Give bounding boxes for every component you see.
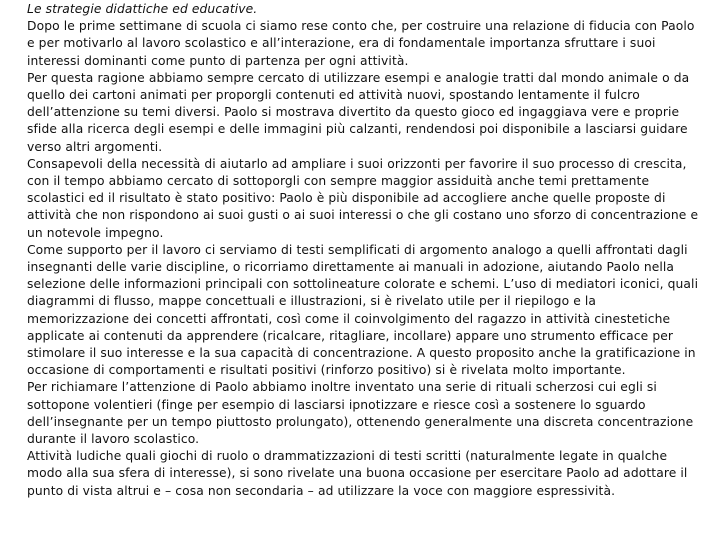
paragraph-3: Consapevoli della necessità di aiutarlo ad ampliare i suoi orizzonti per favorire il suo processo di crescita, con il tempo abbiamo cercato di sottoporgli con sempre maggior assiduità anche temi prettamente scolastici ed il risultato è stato positivo: Paolo è più disponibile ad accogliere anche quelle proposte di attività che non rispondono ai suoi gusti o ai suoi interessi o che gli costano uno sforzo di concentrazione e un notevole impegno. [27,156,699,240]
document-body [27,1,702,500]
paragraph-2: Per questa ragione abbiamo sempre cercato di utilizzare esempi e analogie tratti dal mondo animale o da quello dei cartoni animati per proporgli contenuti ed attività nuovi, spostando lentamente il fulcro dell’attenzione su temi diversi. Paolo si mostrava divertito da questo gioco ed ingaggiava vere e proprie sfide alla ricerca degli esempi e delle immagini più calzanti, rendendosi poi disponibile a lasciarsi guidare verso altri argomenti. [27,70,690,154]
paragraph-5: Per richiamare l’attenzione di Paolo abbiamo inoltre inventato una serie di rituali scherzosi cui egli si sottopone volentieri (finge per esempio di lasciarsi ipnotizzare e riesce così a sostenere lo sguardo dell’insegnante per un tempo piuttosto prolungato), ottenendo generalmente una discreta concentrazione durante il lavoro scolastico. [27,380,694,447]
document-title: Le strategie didattiche ed educative. [27,2,258,16]
paragraph-1: Dopo le prime settimane di scuola ci siamo rese conto che, per costruire una relazione di fiducia con Paolo e per motivarlo al lavoro scolastico e all’interazione, era di fondamentale importanza sfruttare i suoi interessi dominanti come punto di partenza per ogni attività. [27,19,695,68]
paragraph-4: Come supporto per il lavoro ci serviamo di testi semplificati di argomento analogo a quelli affrontati dagli insegnanti delle varie discipline, o ricorriamo direttamente ai manuali in adozione, aiutando Paolo nella selezione delle informazioni principali con sottolineature colorate e schemi. L’uso di mediatori iconici, quali diagrammi di flusso, mappe concettuali e illustrazioni, si è rivelato utile per il riepilogo e la memorizzazione dei concetti affrontati, così come il coinvolgimento del ragazzo in attività cinestetiche applicate ai contenuti da apprendere (ricalcare, ritagliare, incollare) appare uno strumento efficace per stimolare il suo interesse e la sua capacità di concentrazione. A questo proposito anche la gratificazione in occasione di comportamenti e risultati positivi (rinforzo positivo) si è rivelata molto importante. [27,242,699,378]
paragraph-6: Attività ludiche quali giochi di ruolo o drammatizzazioni di testi scritti (naturalmente legate in qualche modo alla sua sfera di interesse), si sono rivelate una buona occasione per esercitare Paolo ad adottare il punto di vista altrui e – cosa non secondaria – ad utilizzare la voce con maggiore espressività. [27,449,688,498]
